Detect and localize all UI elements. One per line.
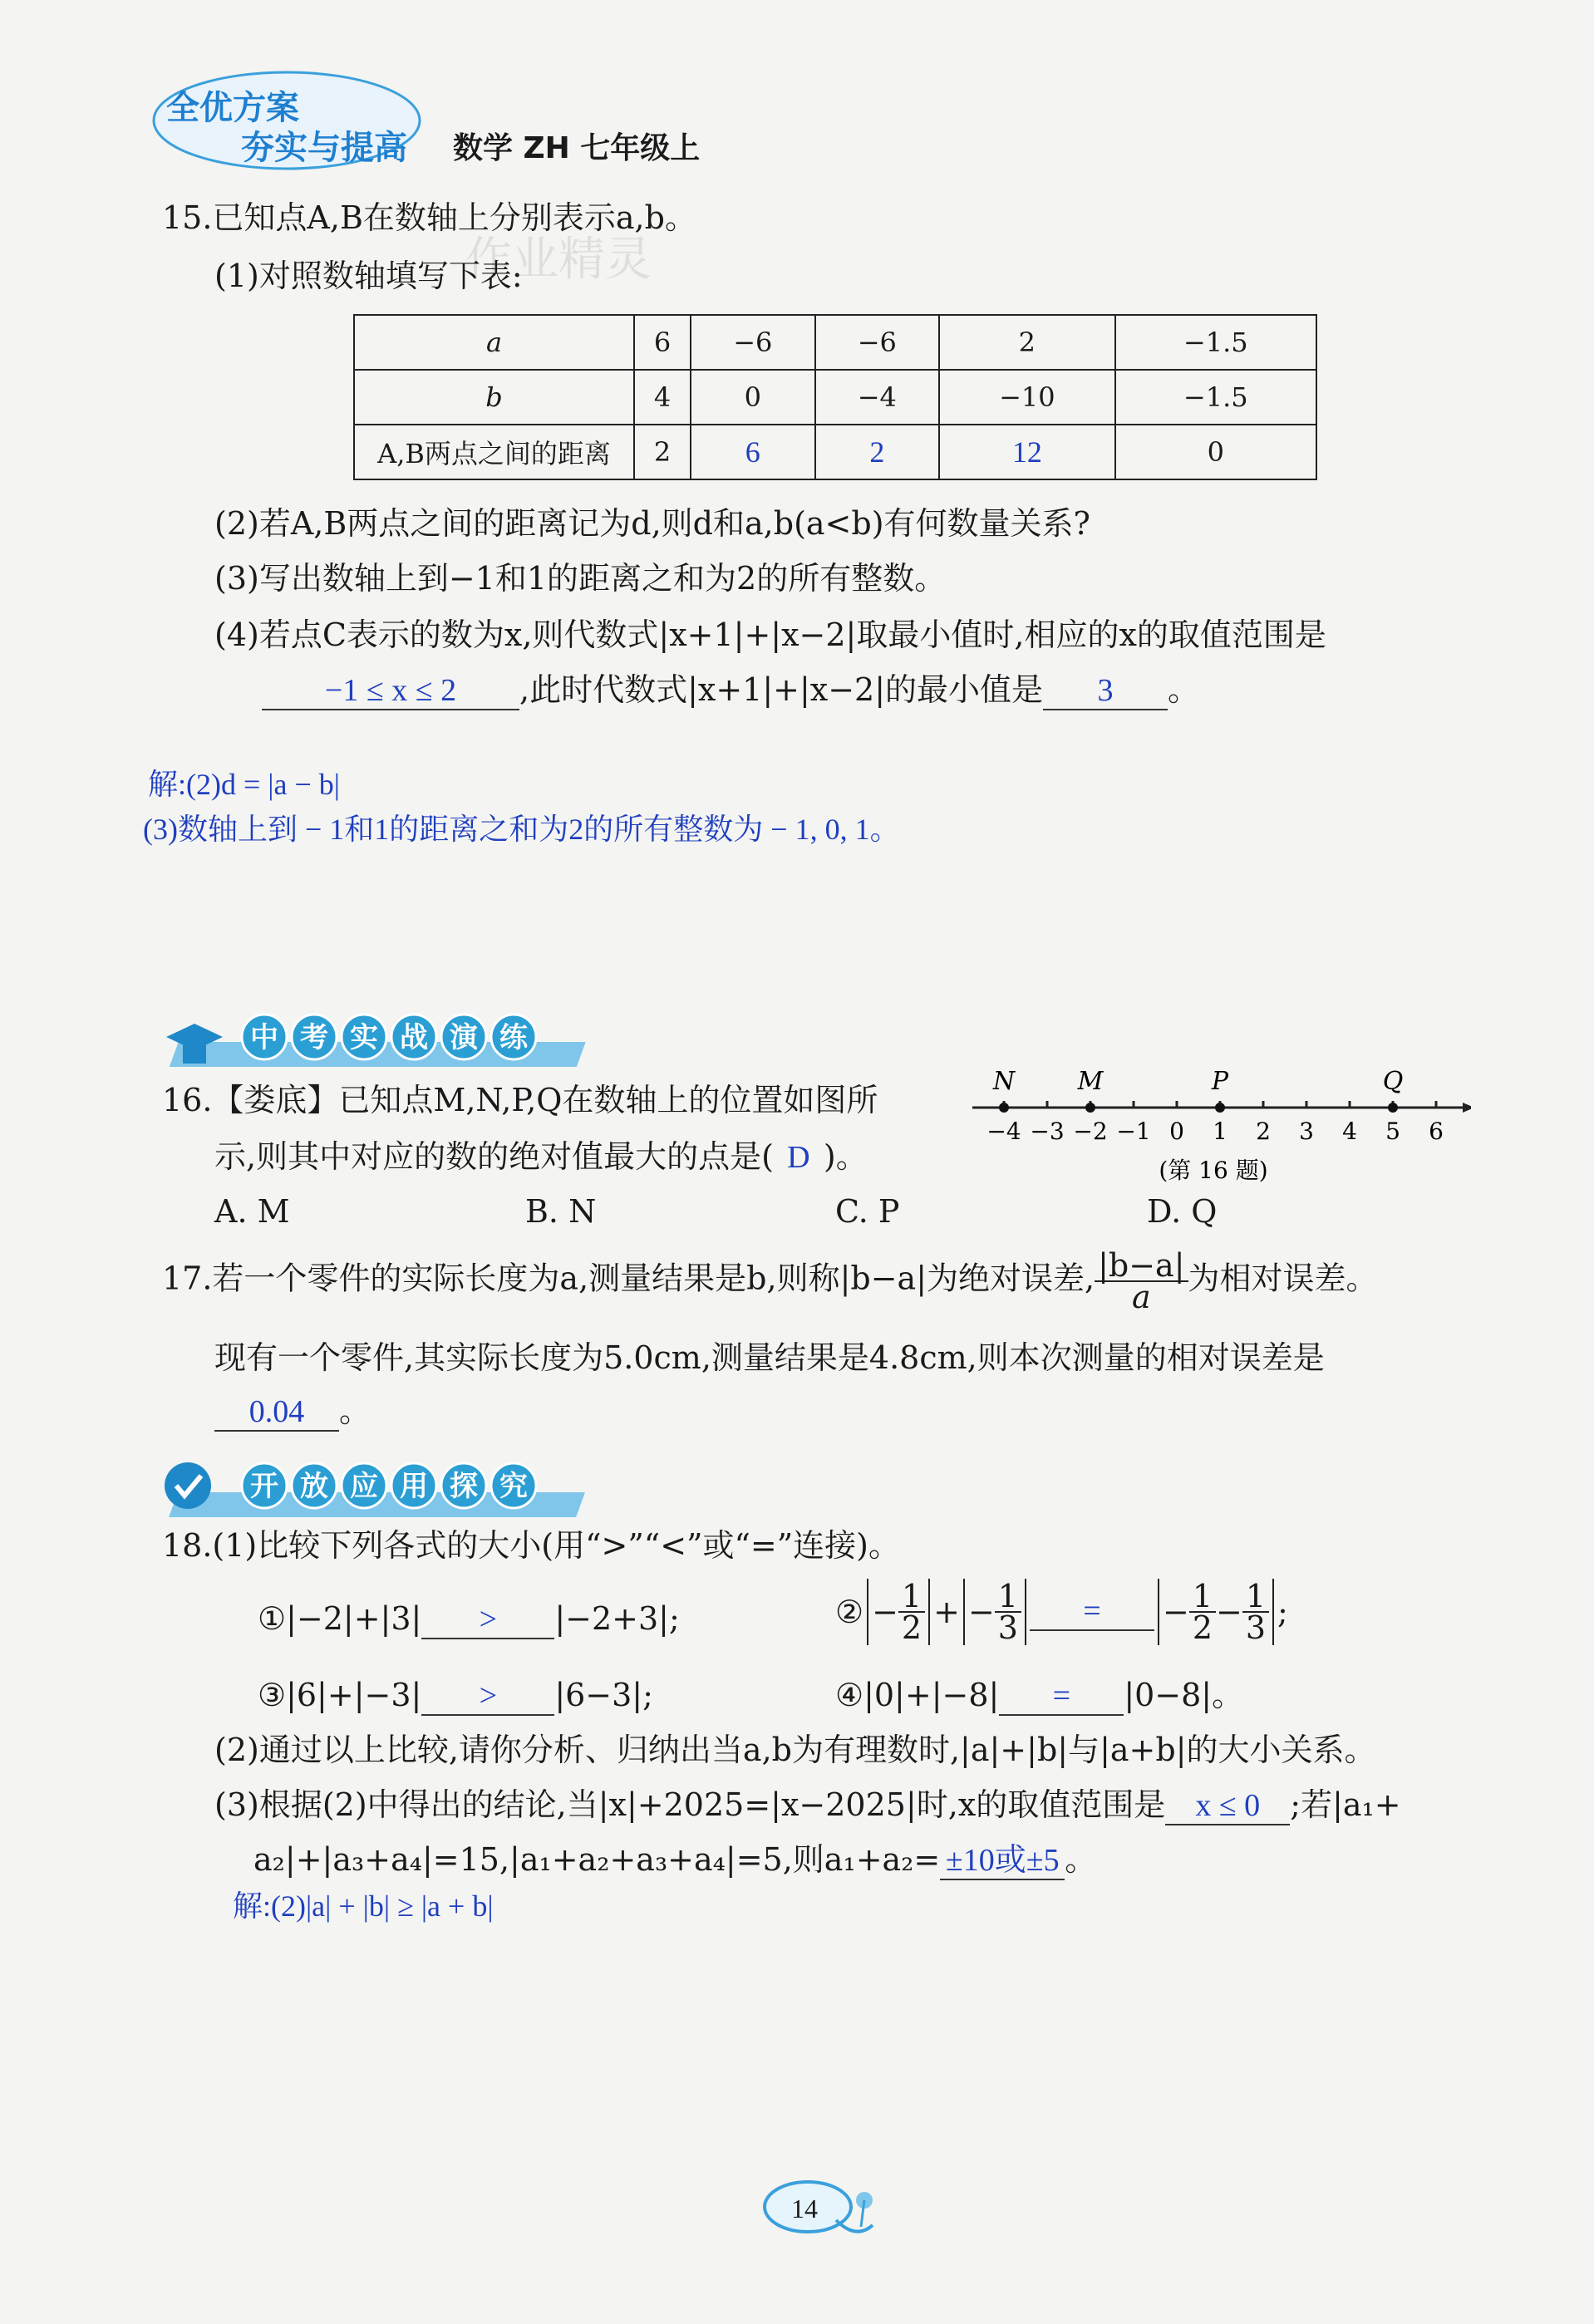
q16-option-a: A. M [214,1193,290,1230]
banner-char: 开 [250,1470,278,1503]
tick-label: 5 [1385,1118,1400,1145]
q15-part4: (4)若点C表示的数为x,则代数式|x+1|+|x−2|取最小值时,相应的x的取值范围是 [214,617,1326,653]
point-marker [999,1103,1009,1113]
q15-stem: 15.已知点A,B在数轴上分别表示a,b。 [162,199,696,236]
point-label: Q [1382,1067,1404,1096]
q18-stem: 18.(1)比较下列各式的大小(用“>”“<”或“=”连接)。 [162,1527,900,1564]
compare-answer: > [421,1678,554,1716]
logo-line1: 全优方案 [166,89,299,127]
answer-cell: 12 [939,425,1114,479]
checkmark-badge-icon [165,1462,211,1509]
watermark: 作业精灵 [465,233,652,287]
banner-char: 练 [499,1021,528,1054]
answer-cell: 2 [815,425,940,479]
cell: 4 [634,370,691,425]
q15-part4-end: 。 [1168,671,1200,708]
q16-line2 [214,1138,868,1176]
q17-line1 [162,1247,1378,1315]
tick-label: 0 [1169,1118,1184,1145]
q18-part3-text: (3)根据(2)中得出的结论,当|x|+2025=|x−2025|时,x的取值范围是 [214,1786,1166,1823]
tick-label: −1 [1116,1118,1151,1145]
axis-arrow-icon [1463,1103,1471,1113]
table-row [354,370,1316,425]
tick-label: 6 [1429,1118,1444,1145]
q18-compare-4 [835,1677,1243,1716]
q17-answer: 0.04 [214,1393,339,1432]
q15-answer-range: −1 ≤ x ≤ 2 [262,672,519,710]
fraction-numerator: |b−a| [1095,1250,1188,1282]
q15-solution-3: (3)数轴上到 − 1和1的距离之和为2的所有整数为 − 1, 0, 1。 [143,813,900,846]
banner-char: 考 [300,1021,328,1054]
q16-line1: 16.【娄底】已知点M,N,P,Q在数轴上的位置如图所 [162,1082,878,1118]
tick-label: −4 [986,1118,1021,1145]
compare-right: |6−3|; [554,1677,653,1713]
cell: 0 [1115,425,1316,479]
q15-part3: (3)写出数轴上到−1和1的距离之和为2的所有整数。 [214,560,947,597]
q18-compare-3 [258,1677,653,1716]
q18-end: 。 [1065,1841,1097,1878]
q18-solution: 解:(2)|a| + |b| ≥ |a + b| [233,1889,494,1923]
q18-compare-2: ② − $\frac{1}{2}$ + − $\frac{1}{3}$ = − $\frac{1}{2}$ − $\frac{1}{3}$ ; [835,1578,1288,1646]
q16-option-d: D. Q [1147,1193,1218,1230]
point-marker [1085,1103,1095,1113]
banner-char: 探 [450,1470,478,1503]
logo [150,66,424,174]
header-subject: 数学 ZH 七年级上 [453,131,701,165]
point-label: M [1077,1067,1104,1096]
tick-label: 1 [1213,1118,1227,1145]
cell: −1.5 [1115,370,1316,425]
page-number: 14 [791,2194,818,2223]
compare-label: ② [835,1594,864,1630]
table-row [354,425,1316,479]
page-number-badge [756,2175,889,2242]
point-label: P [1211,1067,1229,1096]
section-banner-open-application [158,1456,607,1524]
fraction-denominator: a [1131,1279,1151,1315]
q15-table [353,314,1317,480]
banner-graphic [158,1456,607,1524]
banner-char: 究 [499,1470,528,1503]
q17-line1-end: 为相对误差。 [1188,1260,1378,1297]
tick-label: 4 [1342,1118,1357,1145]
q16-option-b: B. N [525,1193,597,1230]
compare-right: |−2+3|; [554,1600,680,1637]
cell: −6 [815,315,940,370]
palm-tree-icon [856,2192,873,2227]
row-label: a [354,315,634,370]
q15-part1: (1)对照数轴填写下表: [214,258,523,294]
answer-cell: 6 [691,425,815,479]
q15-part4-mid: ,此时代数式|x+1|+|x−2|的最小值是 [519,671,1044,708]
banner-char: 用 [400,1470,428,1503]
banner-char: 实 [350,1021,378,1054]
table-row [354,315,1316,370]
q18-part3-line2-text: a₂|+|a₃+a₄|=15,|a₁+a₂+a₃+a₄|=5,则a₁+a₂= [253,1841,941,1878]
q18-answer-sum: ±10或±5 [940,1842,1065,1880]
q17-end: 。 [339,1393,371,1429]
banner-char: 战 [400,1021,428,1054]
banner-char: 中 [250,1021,278,1054]
q17-line3 [214,1393,371,1432]
number-line-caption: (第 16 题) [1159,1157,1268,1184]
tick-label: 2 [1256,1118,1271,1145]
row-label: b [354,370,634,425]
cell: −4 [815,370,940,425]
tick-label: 3 [1299,1118,1314,1145]
point-label: N [992,1067,1016,1096]
tick-label: −2 [1073,1118,1108,1145]
cell: −1.5 [1115,315,1316,370]
cell: 0 [691,370,815,425]
section-banner-exam-practice [158,1007,607,1074]
q18-part3-line2 [253,1841,1096,1880]
compare-answer: > [421,1601,554,1639]
page-badge-graphic [756,2175,889,2242]
compare-answer: = [1030,1593,1154,1631]
row-label: A,B两点之间的距离 [354,425,634,479]
cell: −10 [939,370,1114,425]
q18-part3-line1 [214,1786,1401,1825]
q15-part4-line2 [262,671,1199,710]
cell: −6 [691,315,815,370]
q16-number-line [972,1059,1471,1192]
compare-right: |0−8|。 [1124,1677,1244,1713]
compare-left: ③|6|+|−3| [258,1677,422,1713]
cell: 2 [939,315,1114,370]
cell: 2 [634,425,691,479]
q15-part2: (2)若A,B两点之间的距离记为d,则d和a,b(a<b)有何数量关系? [214,505,1090,542]
q16-line2-text: 示,则其中对应的数的绝对值最大的点是( [214,1138,774,1175]
banner-char: 演 [450,1021,478,1054]
q16-line2-end: )。 [823,1138,868,1175]
point-marker [1388,1103,1398,1113]
q18-part3-cont: ;若|a₁+ [1290,1786,1401,1823]
cell: 6 [634,315,691,370]
compare-left: ④|0|+|−8| [835,1677,1000,1713]
q16-option-c: C. P [835,1193,900,1230]
q15-answer-min: 3 [1043,672,1168,710]
logo-line2: 夯实与提高 [241,129,407,167]
compare-answer: = [999,1678,1124,1716]
q17-line2: 现有一个零件,其实际长度为5.0cm,测量结果是4.8cm,则本次测量的相对误差是 [214,1339,1325,1376]
q17-line1-text: 17.若一个零件的实际长度为a,测量结果是b,则称|b−a|为绝对误差, [162,1260,1095,1297]
banner-char: 放 [300,1470,328,1503]
compare-left: ①|−2|+|3| [258,1600,422,1637]
banner-char: 应 [350,1470,378,1503]
q15-solution-2: 解:(2)d = |a − b| [148,768,340,801]
q18-answer-range: x ≤ 0 [1165,1787,1290,1825]
banner-graphic [158,1007,607,1074]
q16-answer: D [787,1140,810,1175]
point-marker [1215,1103,1225,1113]
tick-label: −3 [1030,1118,1065,1145]
q18-compare-1 [258,1600,680,1639]
relative-error-fraction [1095,1247,1188,1315]
q18-part2: (2)通过以上比较,请你分析、归纳出当a,b为有理数时,|a|+|b|与|a+b|的大小关系。 [214,1732,1376,1768]
